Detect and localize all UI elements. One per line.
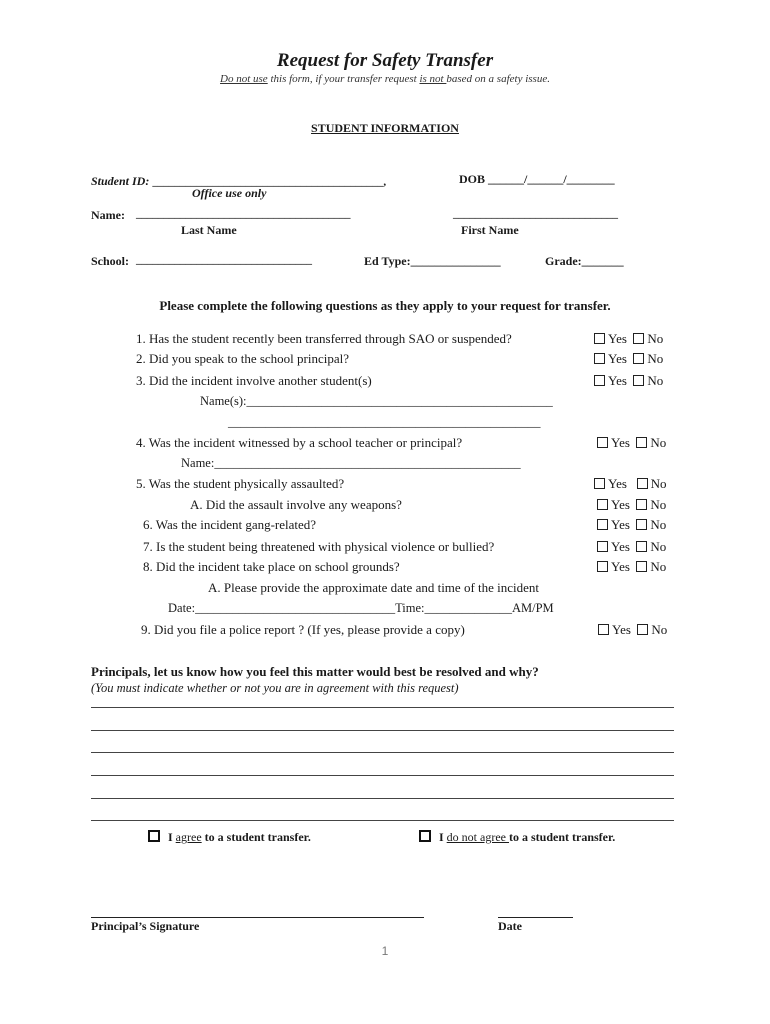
no-label: No: [650, 539, 667, 554]
q8-date-time-field[interactable]: Date:________________________________Time:______________AM/PM: [168, 601, 554, 615]
section-title: STUDENT INFORMATION: [311, 121, 459, 135]
response-line-6[interactable]: [91, 820, 674, 821]
question-8: 8. Did the incident take place on school grounds?: [143, 559, 400, 574]
q1-yes-checkbox[interactable]: [594, 333, 605, 344]
no-label: No: [647, 351, 664, 366]
subtitle-part-2: this form, if your transfer request: [267, 73, 420, 85]
ed-type-field[interactable]: Ed Type:_______________: [364, 254, 501, 268]
no-label: No: [650, 497, 667, 512]
q9-yes-checkbox[interactable]: [598, 624, 609, 635]
q6-yes-checkbox[interactable]: [597, 519, 608, 530]
disagree-text-2: do not agree: [446, 830, 509, 844]
last-name-label: Last Name: [181, 223, 237, 237]
q5a-options: [597, 497, 666, 513]
q8-options: [597, 559, 666, 575]
q8-no-checkbox[interactable]: [636, 561, 647, 572]
q5-yes-checkbox[interactable]: [594, 478, 605, 489]
yes-label: Yes: [611, 497, 630, 512]
yes-label: Yes: [612, 622, 631, 637]
q2-yes-checkbox[interactable]: [594, 353, 605, 364]
yes-label: Yes: [608, 476, 627, 491]
grade-field[interactable]: Grade:_______: [545, 254, 624, 268]
principals-heading: Principals, let us know how you feel this matter would best be resolved and why?: [91, 664, 539, 679]
yes-label: Yes: [608, 373, 627, 388]
response-line-4[interactable]: [91, 775, 674, 776]
q1-no-checkbox[interactable]: [633, 333, 644, 344]
no-label: No: [651, 622, 668, 637]
q7-options: [597, 539, 666, 555]
question-2: 2. Did you speak to the school principal?: [136, 351, 350, 366]
q4-yes-checkbox[interactable]: [597, 437, 608, 448]
yes-label: Yes: [608, 351, 627, 366]
response-line-3[interactable]: [91, 752, 674, 753]
q5-no-checkbox[interactable]: [637, 478, 648, 489]
yes-label: Yes: [611, 559, 630, 574]
yes-label: Yes: [611, 517, 630, 532]
q1-options: [594, 331, 663, 347]
question-7: 7. Is the student being threatened with physical violence or bullied?: [143, 539, 495, 554]
yes-label: Yes: [608, 331, 627, 346]
q8-yes-checkbox[interactable]: [597, 561, 608, 572]
no-label: No: [650, 476, 667, 491]
q6-no-checkbox[interactable]: [636, 519, 647, 530]
response-line-5[interactable]: [91, 798, 674, 799]
q3-names-field[interactable]: Name(s):_________________________________________________: [200, 394, 553, 408]
form-title: Request for Safety Transfer: [276, 50, 494, 71]
no-label: No: [650, 517, 667, 532]
school-field[interactable]: ________________________________: [136, 254, 312, 266]
q2-no-checkbox[interactable]: [633, 353, 644, 364]
subtitle-part-do-not-use: Do not use: [220, 73, 268, 85]
q2-options: [594, 351, 663, 367]
agree-text-2: agree: [175, 830, 202, 844]
q4-name-field[interactable]: Name:_________________________________________________: [181, 456, 521, 470]
q9-options: [598, 622, 667, 638]
q5-options: [594, 476, 667, 492]
q3-no-checkbox[interactable]: [633, 375, 644, 386]
agree-checkbox[interactable]: [148, 830, 160, 842]
question-5a: A. Did the assault involve any weapons?: [190, 497, 402, 512]
agree-text-1: I: [168, 830, 176, 844]
principals-note: (You must indicate whether or not you are in agreement with this request): [91, 681, 459, 695]
yes-label: Yes: [611, 435, 630, 450]
question-1: 1. Has the student recently been transferred through SAO or suspended?: [136, 331, 512, 346]
subtitle-part-is-not: is not: [419, 73, 447, 85]
no-label: No: [650, 559, 667, 574]
no-label: No: [647, 373, 664, 388]
question-3: 3. Did the incident involve another student(s): [136, 373, 372, 388]
questions-instruction: Please complete the following questions as they apply to your request for transfer.: [159, 298, 611, 313]
response-line-2[interactable]: [91, 730, 674, 731]
question-9: 9. Did you file a police report ? (If yes, please provide a copy): [141, 622, 465, 637]
yes-label: Yes: [611, 539, 630, 554]
last-name-field[interactable]: _______________________________________: [136, 208, 351, 220]
q6-options: [597, 517, 666, 533]
agree-text-3: to a student transfer.: [201, 830, 311, 844]
page-number: 1: [381, 944, 389, 958]
dob-field[interactable]: DOB ______/______/________: [459, 172, 615, 186]
q5a-yes-checkbox[interactable]: [597, 499, 608, 510]
first-name-label: First Name: [461, 223, 519, 237]
disagree-checkbox[interactable]: [419, 830, 431, 842]
date-label: Date: [498, 919, 522, 933]
question-6: 6. Was the incident gang-related?: [143, 517, 317, 532]
disagree-option: [419, 830, 615, 845]
signature-label: Principal’s Signature: [91, 919, 200, 933]
no-label: No: [650, 435, 667, 450]
question-8a: A. Please provide the approximate date and time of the incident: [208, 580, 540, 595]
date-line[interactable]: [498, 917, 573, 918]
q3-options: [594, 373, 663, 389]
student-id-label: Student ID:: [91, 174, 153, 188]
name-label: Name:: [91, 208, 125, 222]
school-label: School:: [91, 254, 130, 268]
q4-no-checkbox[interactable]: [636, 437, 647, 448]
student-id-field[interactable]: __________________________________________,: [152, 176, 387, 188]
q3-names-line[interactable]: __________________________________________________: [228, 415, 541, 429]
q5a-no-checkbox[interactable]: [636, 499, 647, 510]
disagree-text-3: to a student transfer.: [508, 830, 616, 844]
q3-yes-checkbox[interactable]: [594, 375, 605, 386]
office-use-label: Office use only: [192, 186, 267, 200]
subtitle-part-4: based on a safety issue.: [446, 73, 550, 85]
q7-yes-checkbox[interactable]: [597, 541, 608, 552]
first-name-field[interactable]: ______________________________: [453, 208, 618, 220]
response-line-1[interactable]: [91, 707, 674, 708]
q4-options: [597, 435, 666, 451]
no-label: No: [647, 331, 664, 346]
q7-no-checkbox[interactable]: [636, 541, 647, 552]
question-4: 4. Was the incident witnessed by a school teacher or principal?: [136, 435, 463, 450]
signature-line[interactable]: [91, 917, 424, 918]
disagree-text-1: I: [439, 830, 447, 844]
question-5: 5. Was the student physically assaulted?: [136, 476, 345, 491]
agree-option: [148, 830, 311, 845]
q9-no-checkbox[interactable]: [637, 624, 648, 635]
form-subtitle: [0, 73, 770, 85]
